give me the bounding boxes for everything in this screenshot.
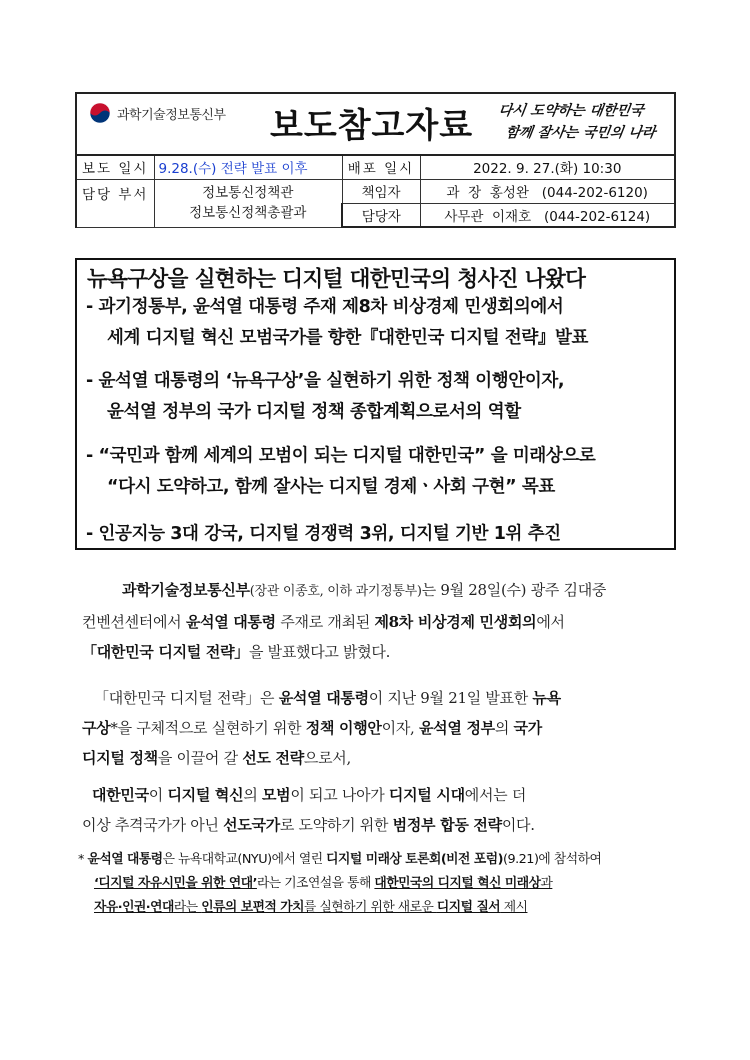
paragraph-2 — [82, 683, 676, 773]
bold-text: 과학기술정보통신부 — [122, 581, 250, 599]
bold-text: 디지털 혁신 — [167, 786, 244, 804]
text: 이자, — [381, 719, 419, 737]
text: 로 도약하기 위한 — [279, 816, 393, 834]
release-info-table — [75, 154, 676, 228]
bold-text: 「대한민국 디지털 전략」 — [82, 643, 249, 661]
slogan-line-1: 다시 도약하는 대한민국 — [497, 103, 645, 119]
bullet-3-line-1: - “국민과 함께 세계의 모범이 되는 디지털 대한민국” 을 미래상으로 — [86, 446, 596, 466]
distribution-value: 2022. 9. 27.(화) 10:30 — [420, 155, 675, 179]
bullet-4-line-1: - 인공지능 3대 강국, 디지털 경쟁력 3위, 디지털 기반 1위 추진 — [86, 524, 561, 544]
bullet-3-line-2: “다시 도약하고, 함께 잘사는 디지털 경제ㆍ사회 구현” 목표 — [107, 477, 555, 497]
bold-text: 디지털 질서 — [436, 900, 501, 915]
bullet-2 — [86, 366, 564, 428]
paragraph-1-line-3 — [82, 637, 676, 667]
text: 의 — [494, 719, 514, 737]
bold-text: 범정부 합동 전략 — [392, 816, 502, 834]
text: (장관 이종호, 이하 과기정통부) — [249, 584, 422, 599]
distribution-label: 배포 일시 — [342, 155, 420, 179]
text: 이 지난 9월 21일 발표한 — [368, 689, 533, 707]
text: 주재로 개최된 — [275, 613, 375, 631]
text: 을 발표했다고 밝혔다. — [248, 643, 391, 661]
department-value — [154, 179, 342, 227]
paragraph-3 — [82, 780, 676, 840]
bullet-3 — [86, 441, 595, 503]
department-name-2: 정보통신정책총괄과 — [189, 204, 307, 221]
footnote-line-3 — [78, 896, 678, 920]
text: 를 실현하기 위한 새로운 — [304, 900, 437, 915]
paragraph-2-line-3 — [82, 743, 676, 773]
bold-text: 윤석열 대통령 — [185, 613, 276, 631]
bold-text: 윤석열 대통령 — [87, 852, 163, 867]
text: 에서 — [536, 613, 565, 631]
government-emblem-icon — [89, 102, 111, 124]
text: 으로서, — [303, 749, 351, 767]
slogan-line-2: 함께 잘사는 국민의 나라 — [504, 125, 657, 141]
bullet-2-line-1: - 윤석열 대통령의 ‘뉴욕구상’을 실현하기 위한 정책 이행안이자, — [86, 371, 565, 391]
embargo-value: 9.28.(수) 전략 발표 이후 — [154, 155, 342, 179]
footnote-line-1 — [78, 848, 678, 872]
bold-text: 디지털 미래상 토론회(비전 포럼) — [326, 852, 503, 867]
text: 「대한민국 디지털 전략」은 — [94, 689, 279, 707]
paragraph-1-line-2 — [82, 607, 676, 637]
bold-text: 윤석열 대통령 — [278, 689, 369, 707]
paragraph-3-line-2 — [82, 810, 676, 840]
bullet-1-line-1: - 과기정통부, 윤석열 대통령 주재 제8차 비상경제 민생회의에서 — [86, 297, 564, 317]
paragraph-1-line-1 — [82, 575, 676, 607]
bullet-2-line-2: 윤석열 정부의 국가 디지털 정책 종합계획으로서의 역할 — [107, 402, 521, 422]
text: 라는 기조연설을 통해 — [256, 876, 375, 891]
staff-value: 사무관 이재호 (044-202-6124) — [420, 203, 675, 227]
paragraph-2-line-2 — [82, 713, 676, 743]
text: 이다. — [501, 816, 535, 834]
text: 을 이끌어 갈 — [157, 749, 243, 767]
responsible-label: 책임자 — [342, 179, 420, 203]
bullet-4 — [86, 519, 561, 550]
text: 이상 추격국가가 아닌 — [82, 816, 224, 834]
department-name-1: 정보통신정책관 — [202, 184, 294, 201]
bold-text: 대한민국의 디지털 혁신 미래상 — [374, 876, 541, 891]
bold-text: 선도국가 — [223, 816, 280, 834]
embargo-label: 보도 일시 — [76, 155, 154, 179]
bold-text: 선도 전략 — [242, 749, 304, 767]
document-title: 보도참고자료 — [270, 106, 474, 146]
bullet-1-line-2: 세계 디지털 혁신 모범국가를 향한『대한민국 디지털 전략』발표 — [107, 328, 588, 348]
text: 라는 — [173, 900, 202, 915]
footnote — [78, 848, 678, 920]
department-label: 담당 부서 — [76, 179, 154, 227]
ministry-logo — [89, 102, 226, 124]
bold-text: 뉴욕 — [532, 689, 561, 707]
bold-text: 디지털 정책 — [82, 749, 158, 767]
text: 는 9월 28일(수) 광주 김대중 — [421, 581, 607, 599]
bold-text: 윤석열 정부 — [418, 719, 495, 737]
text: 에서는 더 — [464, 786, 527, 804]
paragraph-1 — [82, 575, 676, 667]
text: (9.21)에 참석하여 — [502, 852, 602, 867]
bold-text: 정책 이행안 — [305, 719, 382, 737]
bold-text: 자유·인권·연대 — [94, 900, 174, 915]
table-row — [76, 179, 675, 203]
footnote-line-2 — [78, 872, 678, 896]
summary-box — [75, 258, 676, 550]
press-header — [75, 92, 676, 154]
bold-text: 디지털 시대 — [388, 786, 465, 804]
bold-text: 모범 — [261, 786, 291, 804]
text: *을 구체적으로 실현하기 위한 — [110, 719, 306, 737]
paragraph-3-line-1 — [82, 780, 676, 810]
bold-text: 국가 — [513, 719, 542, 737]
bold-text: 인류의 보편적 가치 — [201, 900, 305, 915]
ministry-name: 과학기술정보통신부 — [117, 107, 226, 123]
text: 이 — [148, 786, 168, 804]
responsible-value: 과 장 홍성완 (044-202-6120) — [420, 179, 675, 203]
bullet-1 — [86, 292, 588, 354]
bold-text: 구상 — [82, 719, 111, 737]
bold-text: 제8차 비상경제 민생회의 — [374, 613, 537, 631]
table-row — [76, 155, 675, 179]
text: 제시 — [500, 900, 528, 915]
text: 컨벤션센터에서 — [82, 613, 186, 631]
bold-text: ‘디지털 자유시민을 위한 연대’ — [94, 876, 257, 891]
staff-label: 담당자 — [342, 203, 420, 227]
text: 은 뉴욕대학교(NYU)에서 열린 — [162, 852, 327, 867]
text: 이 되고 나아가 — [290, 786, 389, 804]
government-slogan — [494, 100, 660, 144]
text: 의 — [243, 786, 262, 804]
paragraph-2-line-1 — [82, 683, 676, 713]
asterisk: * — [78, 852, 88, 867]
text: 과 — [540, 876, 553, 891]
bold-text: 대한민국 — [92, 786, 149, 804]
headline: 뉴욕구상을 실현하는 디지털 대한민국의 청사진 나왔다 — [87, 267, 586, 292]
